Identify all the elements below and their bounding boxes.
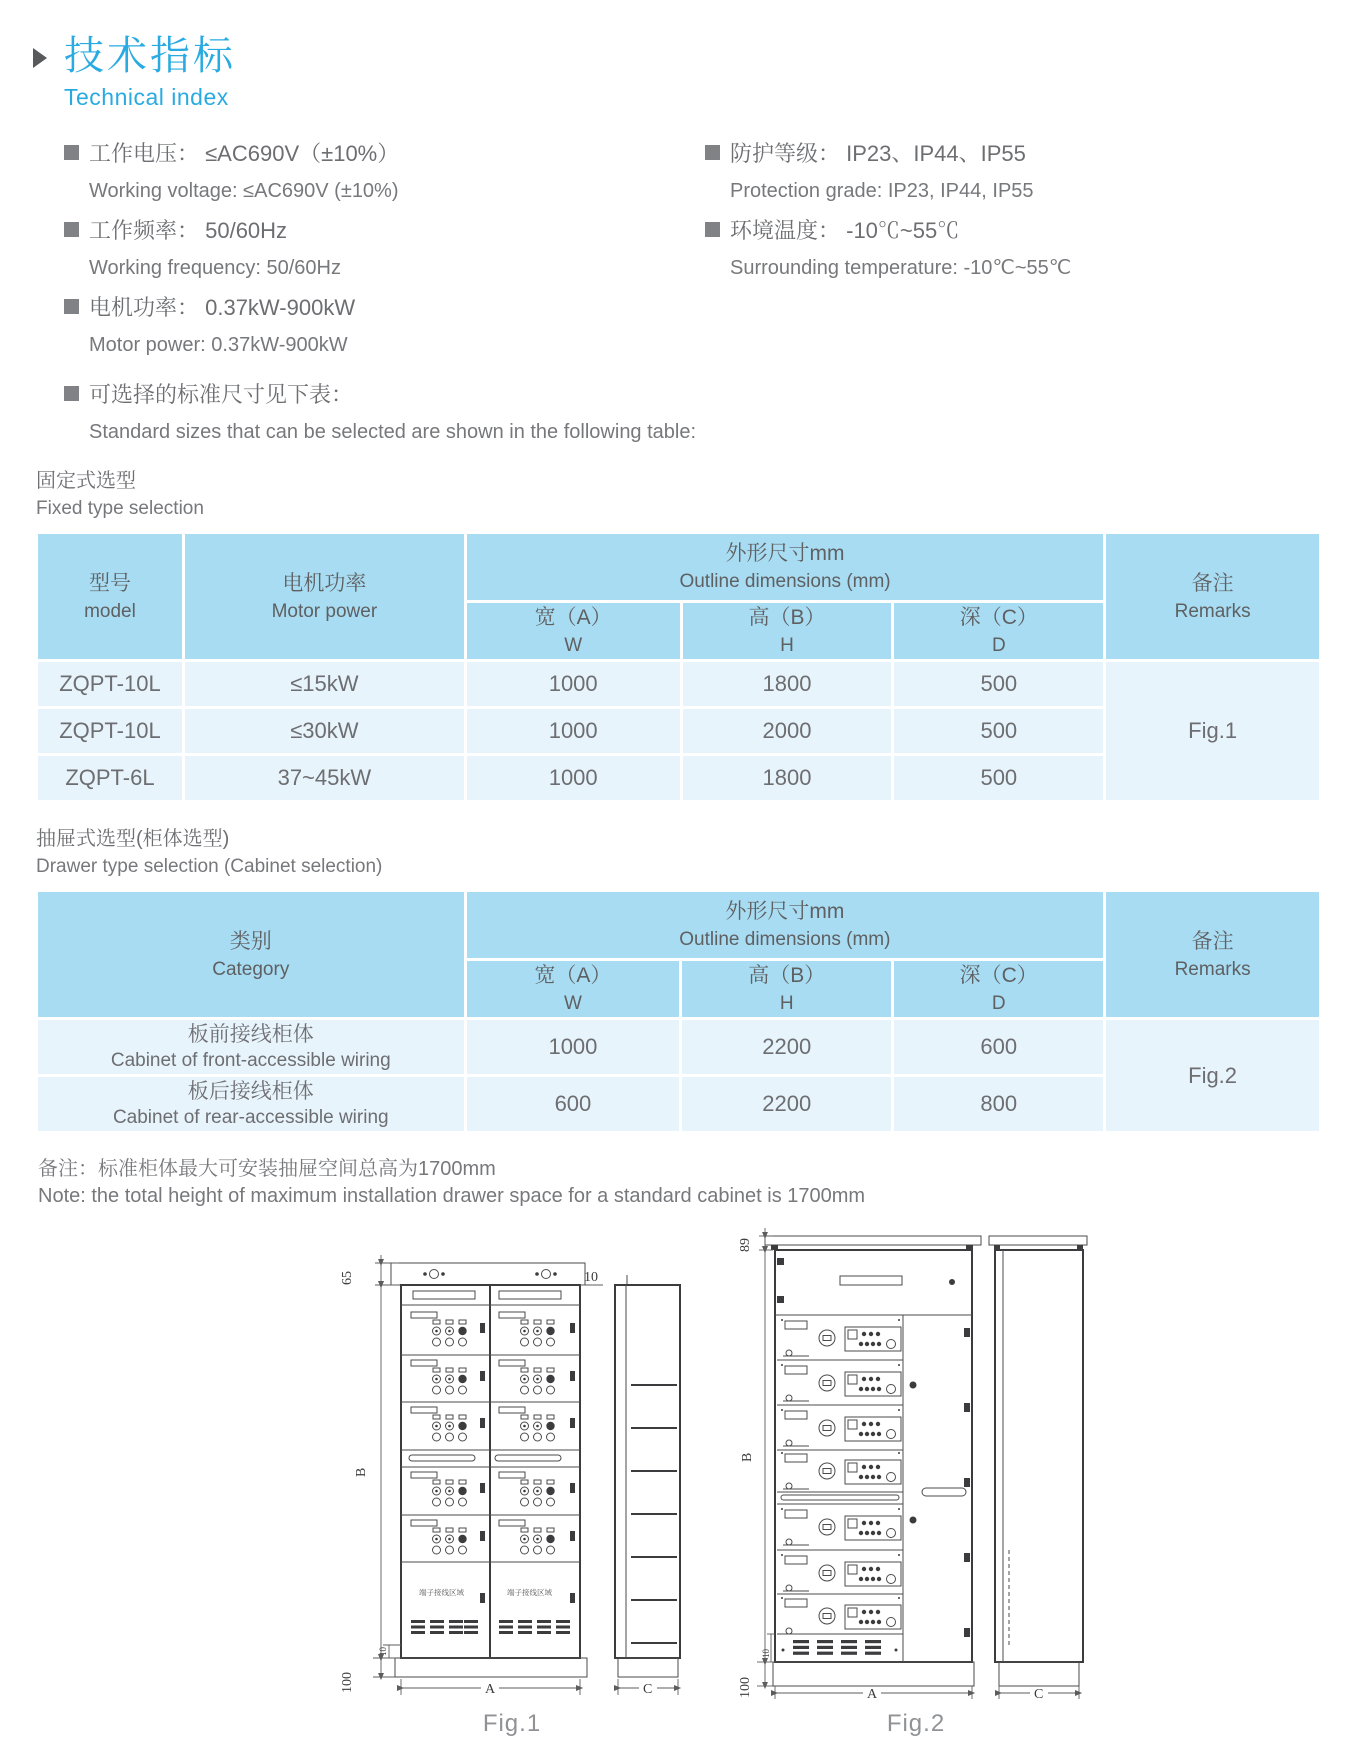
cell-width: 1000 — [467, 1020, 680, 1074]
cell-height: 1800 — [683, 662, 892, 706]
spec-item-protection-grade — [705, 133, 1357, 210]
dim-label-100: 100 — [340, 1672, 355, 1693]
header-zh: 类别 — [229, 929, 272, 953]
spec-zh-text: 可选择的标准尺寸见下表： — [89, 382, 354, 407]
header-en: D — [991, 993, 1006, 1014]
drawer-type-table — [35, 889, 1322, 1134]
cell-width: 600 — [467, 1077, 680, 1131]
section-title-en: Fixed type selection — [36, 498, 204, 519]
cell-depth: 500 — [894, 709, 1103, 753]
figure-2 — [737, 1220, 1095, 1738]
bullet-square-icon — [64, 222, 79, 237]
col-header-motor-power — [185, 534, 464, 659]
bullet-square-icon — [64, 386, 79, 401]
plinth — [618, 1658, 678, 1677]
spec-en-text: Surrounding temperature: -10℃~55℃ — [730, 257, 1072, 279]
spec-zh-text: 工作频率： 50/60Hz — [89, 218, 288, 243]
spec-zh-text: 环境温度： -10℃~55℃ — [730, 218, 960, 243]
footnote-en: Note: the total height of maximum installation drawer space for a standard cabinet is 1700mm — [38, 1185, 866, 1207]
page — [0, 34, 1357, 1737]
fixed-table-header — [38, 534, 1319, 659]
cell-height: 2200 — [682, 1077, 891, 1131]
dim-label-B: B — [354, 1467, 369, 1477]
cell-depth: 800 — [894, 1077, 1103, 1131]
header-zh: 高（B） — [748, 606, 826, 629]
spec-en-text: Standard sizes that can be selected are shown in the following table: — [89, 421, 697, 443]
dim-label-10-top: 10 — [584, 1270, 598, 1285]
page-subtitle: Technical index — [64, 84, 229, 110]
fig1-side-view — [615, 1275, 680, 1677]
door-handle — [922, 1488, 966, 1496]
category-zh: 板后接线柜体 — [187, 1080, 314, 1103]
figures-row — [333, 1220, 1357, 1738]
cell-remarks: Fig.2 — [1106, 1020, 1319, 1131]
col-header-category — [38, 892, 464, 1017]
spec-zh-line — [705, 133, 1357, 172]
bullet-square-icon — [705, 145, 720, 160]
spec-item-working-voltage — [64, 133, 705, 210]
fig2-technical-drawing — [737, 1220, 1095, 1700]
drawer-latches — [480, 1323, 575, 1603]
header-en: Outline dimensions (mm) — [679, 929, 891, 950]
figure-1 — [333, 1220, 691, 1738]
col-header-width — [467, 961, 680, 1017]
cell-category — [38, 1020, 464, 1074]
col-header-outline-dimensions — [467, 892, 1104, 958]
dim-label-A: A — [867, 1687, 878, 1700]
header-en: Category — [212, 958, 290, 980]
section-title-zh: 抽屉式选型(柜体选型) — [36, 828, 230, 850]
plinth — [999, 1662, 1079, 1686]
header-en: Remarks — [1174, 600, 1251, 622]
spec-column-left — [64, 133, 705, 364]
category-zh: 板前接线柜体 — [187, 1023, 314, 1046]
col-header-depth — [894, 961, 1103, 1017]
drawer-table-section-label — [36, 825, 1357, 880]
page-header — [33, 34, 1357, 111]
header-zh: 深（C） — [959, 606, 1038, 629]
title-block — [64, 34, 236, 111]
col-header-remarks — [1106, 892, 1319, 1017]
cell-width: 1000 — [467, 662, 680, 706]
cell-remarks: Fig.1 — [1106, 662, 1319, 800]
header-zh: 型号 — [88, 571, 131, 595]
cell-category — [38, 1077, 464, 1131]
spec-en-text: Working frequency: 50/60Hz — [89, 257, 341, 279]
cell-height: 2200 — [682, 1020, 891, 1074]
cell-model: ZQPT-6L — [38, 756, 182, 800]
dim-label-C: C — [1034, 1687, 1044, 1700]
col-header-width — [467, 603, 680, 659]
bullet-square-icon — [64, 299, 79, 314]
spec-en-text: Protection grade: IP23, IP44, IP55 — [730, 180, 1034, 202]
dim-label-100: 100 — [738, 1677, 753, 1698]
spec-zh-line — [64, 133, 705, 172]
bullet-square-icon — [64, 145, 79, 160]
table-row — [38, 662, 1319, 706]
col-header-remarks — [1106, 534, 1319, 659]
header-zh: 备注 — [1191, 929, 1234, 953]
category-en: Cabinet of front-accessible wiring — [110, 1050, 391, 1071]
cell-power: ≤15kW — [185, 662, 464, 706]
header-zh: 宽（A） — [534, 606, 612, 629]
header-zh: 深（C） — [959, 964, 1038, 987]
vent-area — [782, 1640, 898, 1655]
header-en: Remarks — [1174, 958, 1251, 980]
cell-height: 2000 — [683, 709, 892, 753]
spec-zh-line — [705, 210, 1357, 249]
cabinet-door — [910, 1328, 971, 1637]
section-title-en: Drawer type selection (Cabinet selection) — [36, 856, 383, 877]
page-title: 技术指标 — [64, 34, 236, 78]
plinth — [773, 1662, 974, 1686]
spec-en-text: Working voltage: ≤AC690V (±10%) — [89, 180, 399, 202]
fig1-caption: Fig.1 — [482, 1710, 542, 1737]
dim-label-10: 10 — [761, 1649, 771, 1658]
drawer-unit-grid — [411, 1312, 555, 1554]
table-row — [38, 1020, 1319, 1074]
spec-column-right — [705, 133, 1357, 364]
fig2-caption: Fig.2 — [886, 1710, 946, 1737]
fig1-front-view — [391, 1263, 587, 1677]
header-zh: 外形尺寸mm — [725, 542, 845, 565]
cell-power: 37~45kW — [185, 756, 464, 800]
col-header-model — [38, 534, 182, 659]
fig2-dimensions — [738, 1228, 1079, 1700]
terminal-area-label: 端子接线区域 — [419, 1588, 464, 1597]
section-arrow-icon — [33, 48, 47, 68]
cell-height: 1800 — [683, 756, 892, 800]
spec-zh-text: 电机功率： 0.37kW-900kW — [89, 295, 356, 320]
col-header-outline-dimensions — [467, 534, 1103, 600]
terminal-area-label: 端子接线区域 — [507, 1588, 552, 1597]
fig2-side-view — [989, 1236, 1087, 1686]
cell-depth: 500 — [894, 662, 1103, 706]
header-en: H — [779, 993, 794, 1014]
dim-label-A: A — [485, 1682, 496, 1697]
spec-en-text: Motor power: 0.37kW-900kW — [89, 334, 348, 356]
cell-depth: 500 — [894, 756, 1103, 800]
fig1-content — [340, 1255, 680, 1697]
cell-model: ZQPT-10L — [38, 662, 182, 706]
cell-model: ZQPT-10L — [38, 709, 182, 753]
header-en: D — [991, 635, 1006, 656]
drawer-module-stack — [781, 1319, 901, 1634]
footnote — [38, 1156, 1357, 1210]
dim-label-B: B — [740, 1452, 755, 1462]
fig1-technical-drawing — [333, 1220, 691, 1700]
spec-item-motor-power — [64, 287, 705, 364]
fixed-type-table — [35, 531, 1322, 803]
drawer-table-header — [38, 892, 1319, 1017]
fig1-dimensions — [340, 1255, 678, 1697]
spec-zh-line — [64, 210, 705, 249]
col-header-height — [683, 603, 892, 659]
cell-width: 1000 — [467, 756, 680, 800]
header-en: Motor power — [271, 600, 378, 622]
fig2-front-view — [765, 1236, 981, 1686]
fixed-table-section-label — [36, 467, 1357, 522]
spec-zh-line — [64, 374, 1357, 413]
header-en: W — [564, 635, 583, 656]
dim-label-C: C — [643, 1682, 653, 1697]
spec-zh-text: 工作电压： ≤AC690V（±10%） — [89, 141, 400, 166]
spec-item-table-intro — [64, 374, 1357, 451]
col-header-height — [682, 961, 891, 1017]
bullet-square-icon — [705, 222, 720, 237]
category-en: Cabinet of rear-accessible wiring — [112, 1107, 389, 1128]
header-en: W — [563, 993, 582, 1014]
cell-depth: 600 — [894, 1020, 1103, 1074]
col-header-depth — [894, 603, 1103, 659]
dim-label-89: 89 — [738, 1238, 753, 1252]
plinth — [395, 1658, 587, 1677]
dim-label-10-bottom: 10 — [378, 1647, 388, 1656]
header-zh: 宽（A） — [534, 964, 612, 987]
header-zh: 高（B） — [748, 964, 826, 987]
dim-label-65: 65 — [340, 1271, 355, 1285]
header-zh: 外形尺寸mm — [725, 900, 845, 923]
header-en: Outline dimensions (mm) — [679, 571, 891, 592]
cell-power: ≤30kW — [185, 709, 464, 753]
spec-item-working-frequency — [64, 210, 705, 287]
header-en: model — [84, 600, 136, 622]
cell-width: 1000 — [467, 709, 680, 753]
header-zh: 备注 — [1191, 571, 1234, 595]
section-title-zh: 固定式选型 — [36, 470, 136, 492]
header-zh: 电机功率 — [282, 571, 367, 595]
spec-item-surrounding-temperature — [705, 210, 1357, 287]
header-en: H — [780, 635, 794, 656]
footnote-zh: 备注：标准柜体最大可安装抽屉空间总高为1700mm — [38, 1158, 496, 1180]
spec-list — [64, 133, 1357, 364]
spec-zh-line — [64, 287, 705, 326]
spec-zh-text: 防护等级： IP23、IP44、IP55 — [730, 141, 1026, 166]
